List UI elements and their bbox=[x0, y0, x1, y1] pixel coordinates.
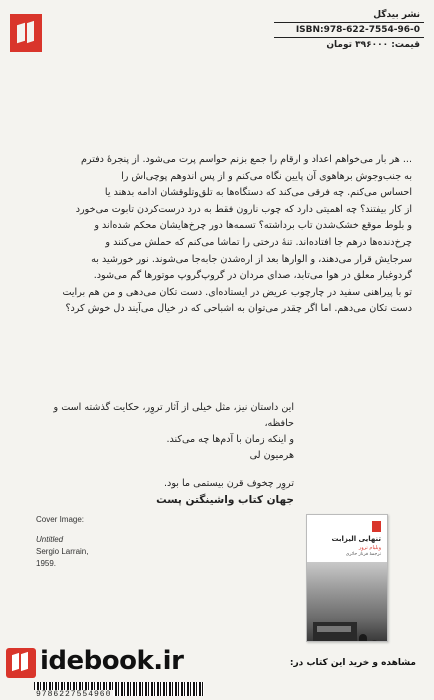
cover-photo bbox=[307, 562, 387, 641]
cover-credits bbox=[36, 514, 88, 570]
book-cover-thumbnail bbox=[306, 514, 388, 642]
isbn: ISBN:978-622-7554-96-0 bbox=[274, 23, 424, 38]
thumbnail-author: ویلیام ترور bbox=[358, 545, 381, 551]
watermark-caption: مشاهده و خرید این کتاب در: bbox=[289, 658, 416, 668]
review-quote: این داستان نیز، مثل خیلی از آثار تروِر، حکایت گذشته است و حافظه، و اینکه زمان با آدم‌ها چه می‌کند. bbox=[53, 402, 294, 446]
thumbnail-translator: ترجمهٔ فرناز حائری bbox=[345, 552, 381, 557]
book-info-box bbox=[274, 8, 424, 52]
cover-artist: Sergio Larrain, bbox=[36, 547, 89, 556]
cover-caption: Cover Image: bbox=[36, 515, 85, 524]
price: قیمت: ۳۹۶۰۰۰ تومان bbox=[326, 40, 420, 50]
excerpt-paragraph: ... هر بار می‌خواهم اعداد و ارقام را جمع بزنم حواسم پرت می‌شود. از پنجرهٔ دفترم به جنب‌وجوش برهاهوی آن پایین نگاه می‌کنم و از پس اندوهم پوچی‌اش را احساس می‌کنم. چه فرقی می‌کند که دستگاه‌ها به تلق‌وتلوقشان ادامه بدهند یا از کار بیفتند؟ چه اهمیتی دارد که چوب نارون فقط به درد درست‌کردن تابوت می‌خورد و بلوط موقع خشک‌شدن تاب برداشته؟ تسمه‌ها دور چرخ‌هایشان محکم شده‌اند و چرخ‌دنده‌ها درهم جا افتاده‌اند. تنهٔ درختی را تماشا می‌کنم که حملش می‌کنند و سرجایش قرار می‌دهند، و الوارها بعد از اره‌شدن جابه‌جا می‌شوند. نور خورشید به گردوغبار معلق در هوا می‌تابد، صدای مردان در گروپ‌گروپ موتورها گم می‌شود. تو با پیراهنی سفید در چارچوب عریض در ایستاده‌ای. دست تکان می‌دهی و من هم برایت دست تکان می‌دهم. اما اگر چقدر می‌توان به اشباحی که در خیال می‌آیند دل خوش کرد؟ bbox=[62, 154, 412, 315]
review-quote-2: تروِر چخوف قرن بیستمی ما بود. bbox=[164, 478, 294, 489]
thumbnail-title: تنهایی الیزابت bbox=[331, 535, 381, 543]
review-author: هرمیون لی bbox=[249, 450, 294, 461]
thumbnail-logo-icon bbox=[372, 521, 381, 532]
publisher-logo-icon bbox=[10, 14, 42, 52]
cover-title: Untitled bbox=[36, 535, 64, 544]
publisher-name: نشر بیدگل bbox=[274, 8, 424, 23]
idebook-logo-icon bbox=[6, 648, 36, 678]
cover-year: 1959. bbox=[36, 559, 57, 568]
watermark-brand[interactable]: idebook.ir bbox=[40, 646, 184, 676]
review-source: جهان کتاب واشینگتن پست bbox=[156, 494, 294, 506]
watermark-bar bbox=[0, 638, 434, 700]
barcode-number: 9786227554960 bbox=[36, 690, 112, 699]
